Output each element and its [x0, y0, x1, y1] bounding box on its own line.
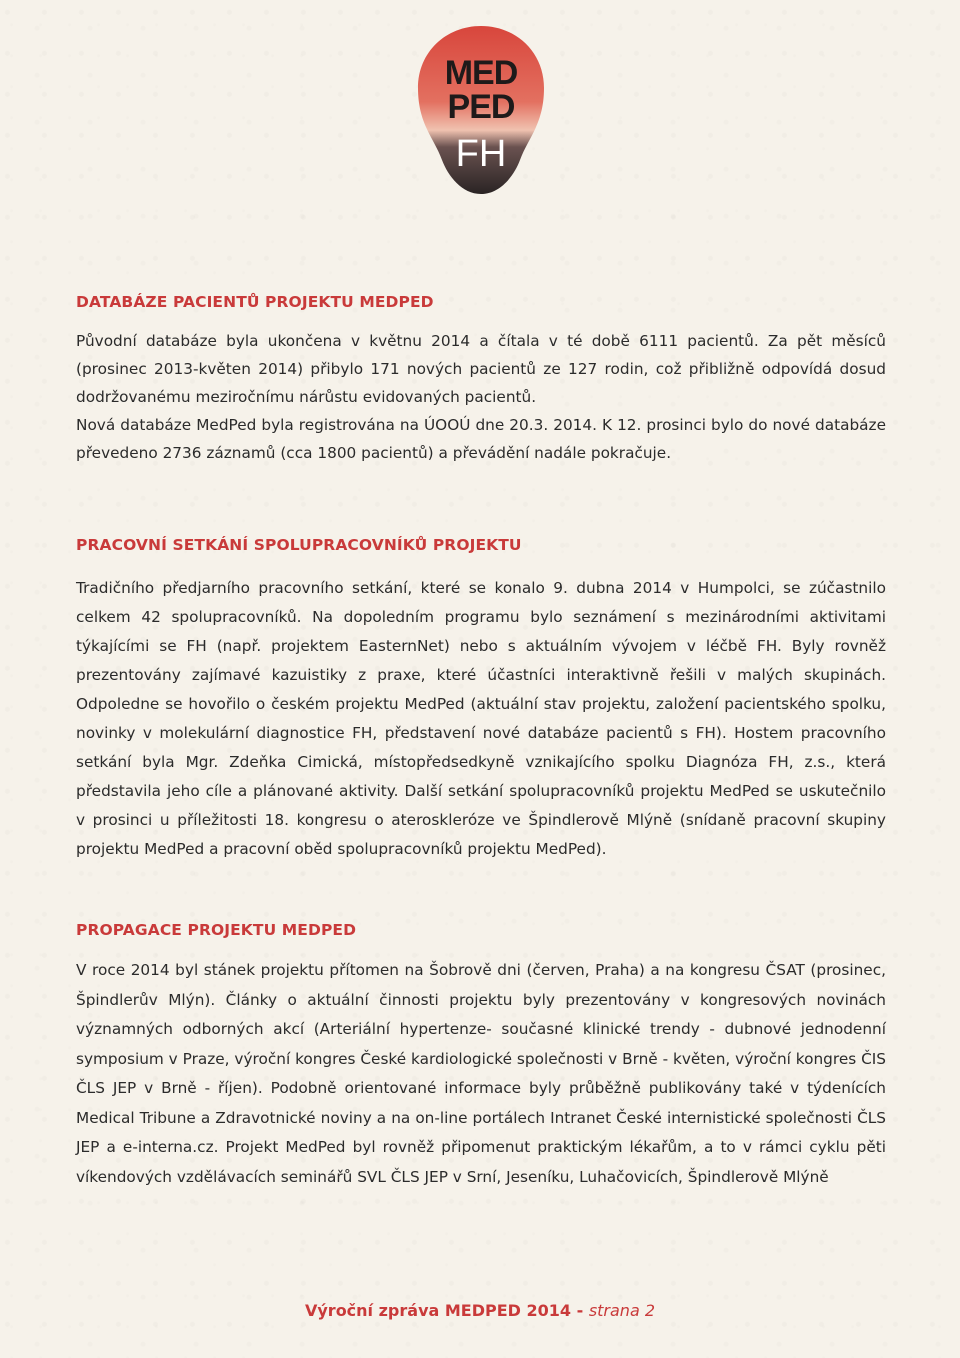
- paragraph: Původní databáze byla ukončena v květnu 2014 a čítala v té době 6111 pacientů. Za pět měsíců (prosinec 2013-květen 2014) přibylo 171 nových pacientů ze 127 rodin, což přibližně odpovídá dosud dodržovanému meziročnímu nárůstu evidovaných pacientů.: [76, 332, 886, 406]
- section-working-meeting: [76, 535, 886, 864]
- section-promotion: [76, 920, 886, 1192]
- footer-separator: -: [571, 1301, 589, 1320]
- section-patient-database: [76, 292, 886, 467]
- section-heading: PRACOVNÍ SETKÁNÍ SPOLUPRACOVNÍKŮ PROJEKTU: [76, 536, 522, 554]
- paragraph: Nová databáze MedPed byla registrována na ÚOOÚ dne 20.3. 2014. K 12. prosinci bylo do nové databáze převedeno 2736 záznamů (cca 1800 pacientů) a převádění nadále pokračuje.: [76, 416, 886, 462]
- paragraph: V roce 2014 byl stánek projektu přítomen na Šobrově dni (červen, Praha) a na kongresu ČSAT (prosinec, Špindlerův Mlýn). Články o aktuální činnosti projektu byly prezentovány v kongresových novinách významných odborných akcí (Arteriální hypertenze- současné klinické trendy - dubnové jednodenní symposium v Praze, výroční kongres České kardiologické společnosti v Brně - květen, výroční kongres ČIS ČLS JEP v Brně - říjen). Podobně orientované informace byly průběžně publikovány také v týdenících Medical Tribune a Zdravotnické noviny a na on-line portálech Intranet České internistické společnosti ČLS JEP a e-interna.cz. Projekt MedPed byl rovněž připomenut praktickým lékařům, a to v rámci cyklu pěti víkendových vzdělávacích seminářů SVL ČLS JEP v Srní, Jeseníku, Luhačovicích, Špindlerově Mlýně: [76, 961, 886, 1186]
- medped-fh-logo: [416, 26, 546, 194]
- logo-text-ped: PED: [447, 88, 515, 126]
- section-heading: DATABÁZE PACIENTŮ PROJEKTU MEDPED: [76, 293, 434, 311]
- footer-title: Výroční zpráva MEDPED 2014: [304, 1301, 572, 1320]
- logo-text-fh: FH: [455, 133, 507, 175]
- section-heading: PROPAGACE PROJEKTU MEDPED: [76, 921, 357, 939]
- paragraph: Tradičního předjarního pracovního setkání, které se konalo 9. dubna 2014 v Humpolci, se zúčastnilo celkem 42 spolupracovníků. Na dopoledním programu bylo seznámení s mezinárodními aktivitami týkajícími se FH (např. projektem EasternNet) nebo s aktuálním vývojem v léčbě FH. Byly rovněž prezentovány zajímavé kazuistiky z praxe, které účastníci interaktivně řešili v malých skupinách. Odpoledne se hovořilo o českém projektu MedPed (aktuální stav projektu, založení pacientského spolku, novinky v molekulární diagnostice FH, představení nové databáze pacientů s FH). Hostem pracovního setkání byla Mgr. Zdeňka Cimická, místopředsedkyně vznikajícího spolku Diagnóza FH, z.s., která představila jeho cíle a plánované aktivity. Další setkání spolupracovníků projektu MedPed se uskutečnilo v prosinci u příležitosti 18. kongresu o ateroskleróze ve Špindlerově Mlýně (snídaně pracovní skupiny projektu MedPed a pracovní oběd spolupracovníků projektu MedPed).: [76, 579, 886, 858]
- logo-text-med: MED: [444, 54, 518, 92]
- page-footer: [0, 1301, 960, 1320]
- page-number: strana 2: [588, 1301, 656, 1320]
